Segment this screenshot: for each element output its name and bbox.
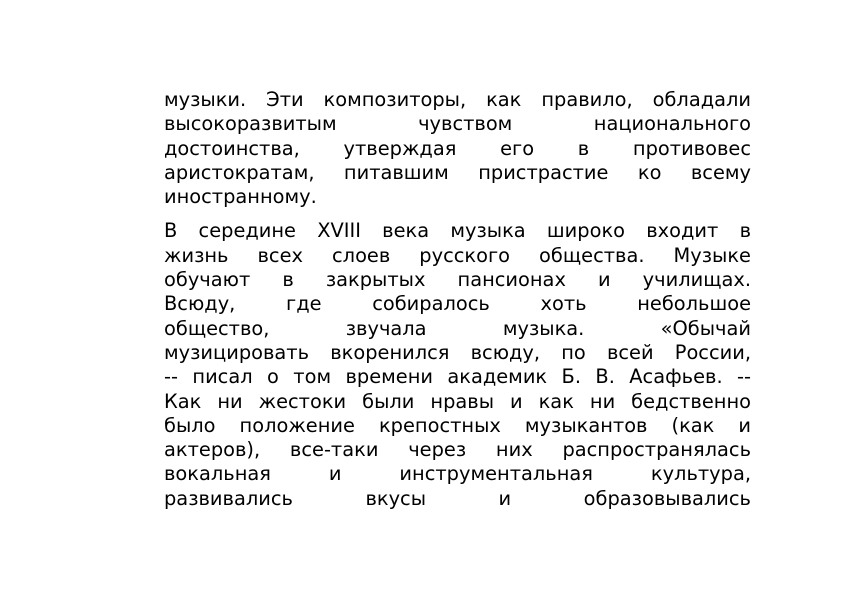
text-line: аристократам, питавшим пристрастие ко всему [164, 160, 751, 184]
body-text [164, 88, 751, 511]
text-line: иностранному. [164, 185, 317, 209]
paragraph-2 [164, 219, 751, 511]
text-line: актеров), все-таки через них распространялась [164, 438, 751, 462]
text-line: развивались вкусы и образовывались [164, 486, 751, 510]
text-line: обучают в закрытых пансионах и училищах. [164, 268, 751, 292]
text-line: музыки. Эти композиторы, как правило, обладали [164, 88, 751, 111]
text-line: В середине XVIII века музыка широко входит в [164, 219, 751, 243]
text-line: достоинства, утверждая его в противовес [164, 136, 751, 160]
text-line: общество, звучала музыка. «Обычай [164, 316, 751, 340]
text-line: -- писал о том времени академик Б. В. Асафьев. -- [164, 365, 751, 389]
text-line: было положение крепостных музыкантов (как и [164, 413, 751, 437]
text-line: жизнь всех слоев русского общества. Музыке [164, 243, 751, 267]
text-line: Всюду, где собиралось хоть небольшое [164, 292, 751, 316]
text-line: Как ни жестоки были нравы и как ни бедственно [164, 389, 751, 413]
paragraph-1 [164, 88, 751, 209]
text-line: музицировать вкоренился всюду, по всей России, [164, 340, 751, 364]
text-line: высокоразвитым чувством национального [164, 112, 751, 136]
text-line: вокальная и инструментальная культура, [164, 462, 751, 486]
